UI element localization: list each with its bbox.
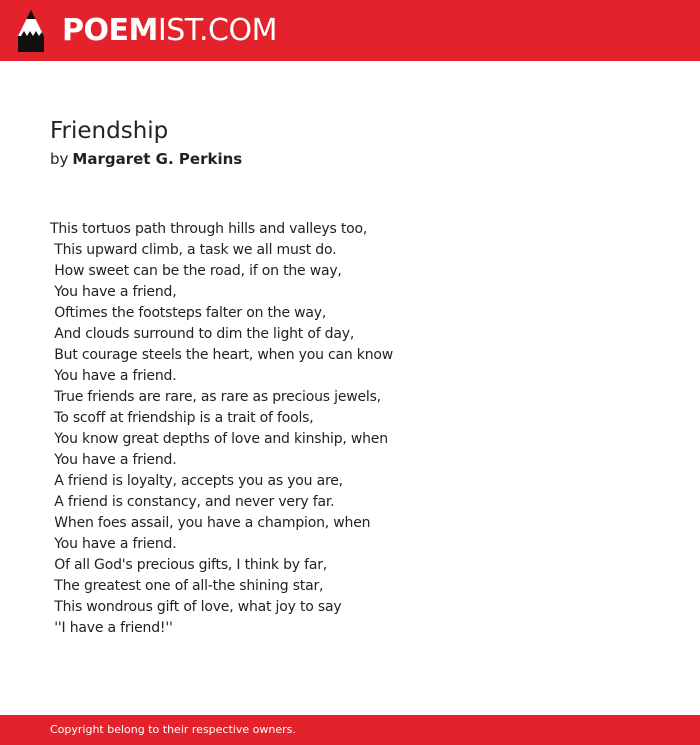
copyright-text: Copyright belong to their respective owners.	[50, 723, 296, 736]
poem-line: When foes assail, you have a champion, when	[50, 515, 371, 531]
poem-line: You have a friend.	[50, 452, 177, 468]
poem-line: You have a friend,	[50, 284, 177, 300]
site-header	[0, 0, 700, 61]
poem-body	[50, 219, 650, 639]
logo-bold-text: POEM	[62, 13, 158, 48]
site-logo-text	[62, 14, 277, 48]
poem-line: How sweet can be the road, if on the way,	[50, 263, 342, 279]
poem-line: ''I have a friend!''	[50, 620, 173, 636]
poem-line: This upward climb, a task we all must do.	[50, 242, 337, 258]
logo-light-text: IST.COM	[157, 13, 277, 48]
poem-line: You have a friend.	[50, 368, 177, 384]
poem-line: Of all God's precious gifts, I think by far,	[50, 557, 328, 573]
pencil-logo-icon	[18, 10, 44, 52]
poem-line: And clouds surround to dim the light of day,	[50, 326, 355, 342]
poem-line: A friend is constancy, and never very far.	[50, 494, 335, 510]
poem-author: Margaret G. Perkins	[72, 150, 243, 168]
poem-line: The greatest one of all-the shining star,	[50, 578, 324, 594]
poem-line: Oftimes the footsteps falter on the way,	[50, 305, 327, 321]
poem-byline	[50, 149, 242, 169]
poem-line: You know great depths of love and kinship, when	[50, 431, 388, 447]
site-footer	[0, 715, 700, 745]
poem-line: This wondrous gift of love, what joy to say	[50, 599, 342, 615]
by-label: by	[50, 150, 69, 168]
poem-line: But courage steels the heart, when you can know	[50, 347, 393, 363]
poem-line: To scoff at friendship is a trait of fools,	[50, 410, 314, 426]
poem-line: This tortuos path through hills and valleys too,	[50, 221, 368, 237]
poem-line: You have a friend.	[50, 536, 177, 552]
poem-line: A friend is loyalty, accepts you as you are,	[50, 473, 343, 489]
poem-title: Friendship	[50, 118, 169, 144]
poem-line: True friends are rare, as rare as precious jewels,	[50, 389, 381, 405]
